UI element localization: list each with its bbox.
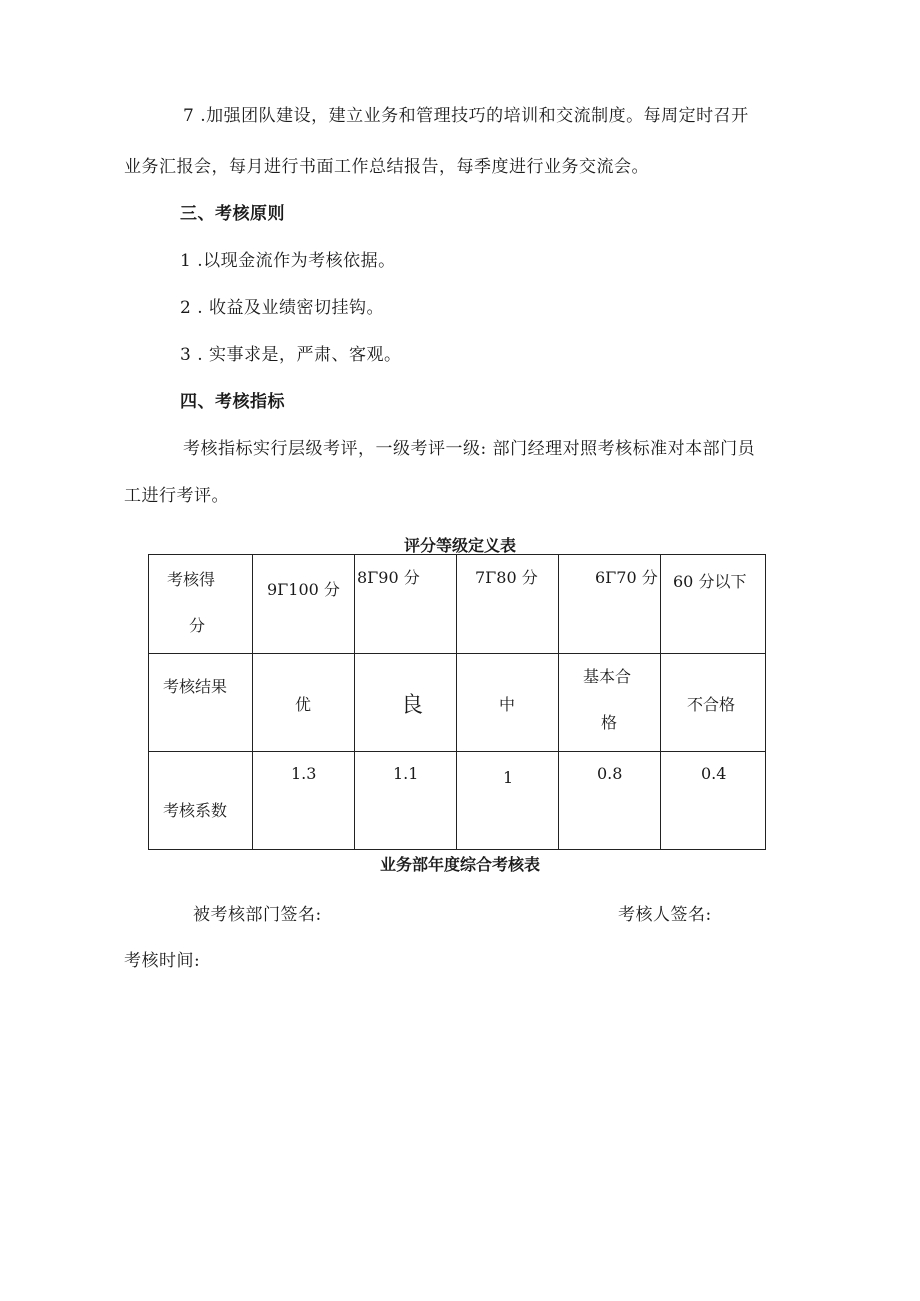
- coefficient-label: 考核系数: [163, 801, 228, 820]
- principle-3: 3 . 实事求是，严肃、客观。: [180, 345, 402, 365]
- result-value: 基本合: [583, 667, 632, 686]
- indicator-line1: 考核指标实行层级考评，一级考评一级: 部门经理对照考核标准对本部门员: [183, 439, 756, 459]
- score-cell: [253, 555, 355, 654]
- result-row: [149, 654, 766, 752]
- coefficient-cell: [457, 752, 559, 850]
- assessment-time-label: 考核时间:: [124, 951, 201, 971]
- section3-heading: 三、考核原则: [180, 204, 285, 224]
- coefficient-cell: [661, 752, 766, 850]
- coefficient-value: 0.8: [597, 764, 623, 783]
- principle-1: 1 .以现金流作为考核依据。: [180, 251, 396, 271]
- result-cell: [661, 654, 766, 752]
- coefficient-label-cell: [149, 752, 253, 850]
- score-value: 60 分以下: [673, 572, 747, 591]
- annual-table-caption: 业务部年度综合考核表: [379, 855, 540, 874]
- coefficient-row: [149, 752, 766, 850]
- score-row: [149, 555, 766, 654]
- coefficient-cell: [355, 752, 457, 850]
- score-cell: [661, 555, 766, 654]
- coefficient-value: 1.3: [291, 764, 317, 783]
- score-value: 6Γ70 分: [595, 568, 658, 587]
- result-label: 考核结果: [163, 677, 228, 696]
- principle-2: 2 . 收益及业绩密切挂钩。: [180, 298, 385, 318]
- result-value-line2: 格: [601, 713, 618, 732]
- result-cell: [559, 654, 661, 752]
- score-value: 9Γ100 分: [267, 580, 340, 599]
- result-value: 中: [499, 695, 516, 714]
- score-label-cell: [149, 555, 253, 654]
- score-value: 8Γ90 分: [357, 568, 420, 587]
- indicator-line2: 工进行考评。: [124, 486, 229, 506]
- result-cell: [253, 654, 355, 752]
- score-cell: [559, 555, 661, 654]
- coefficient-value: 1: [503, 768, 514, 787]
- coefficient-value: 1.1: [393, 764, 419, 783]
- result-cell: [355, 654, 457, 752]
- result-value: 良: [401, 693, 424, 718]
- result-cell: [457, 654, 559, 752]
- score-label-line1: 考核得: [167, 570, 216, 589]
- coefficient-cell: [559, 752, 661, 850]
- assessor-sign-label: 考核人签名:: [618, 905, 712, 925]
- item7-line1: 7 .加强团队建设，建立业务和管理技巧的培训和交流制度。每周定时召开: [183, 106, 749, 126]
- section4-heading: 四、考核指标: [180, 392, 285, 412]
- score-cell: [355, 555, 457, 654]
- coefficient-value: 0.4: [701, 764, 727, 783]
- result-value: 优: [295, 695, 312, 714]
- score-label-line2: 分: [189, 616, 206, 635]
- result-value: 不合格: [687, 695, 736, 714]
- score-cell: [457, 555, 559, 654]
- grade-table-caption: 评分等级定义表: [403, 536, 516, 555]
- grade-definition-table: [148, 554, 766, 850]
- item7-line2: 业务汇报会，每月进行书面工作总结报告，每季度进行业务交流会。: [124, 157, 649, 177]
- coefficient-cell: [253, 752, 355, 850]
- result-label-cell: [149, 654, 253, 752]
- dept-sign-label: 被考核部门签名:: [193, 905, 322, 925]
- score-value: 7Γ80 分: [475, 568, 538, 587]
